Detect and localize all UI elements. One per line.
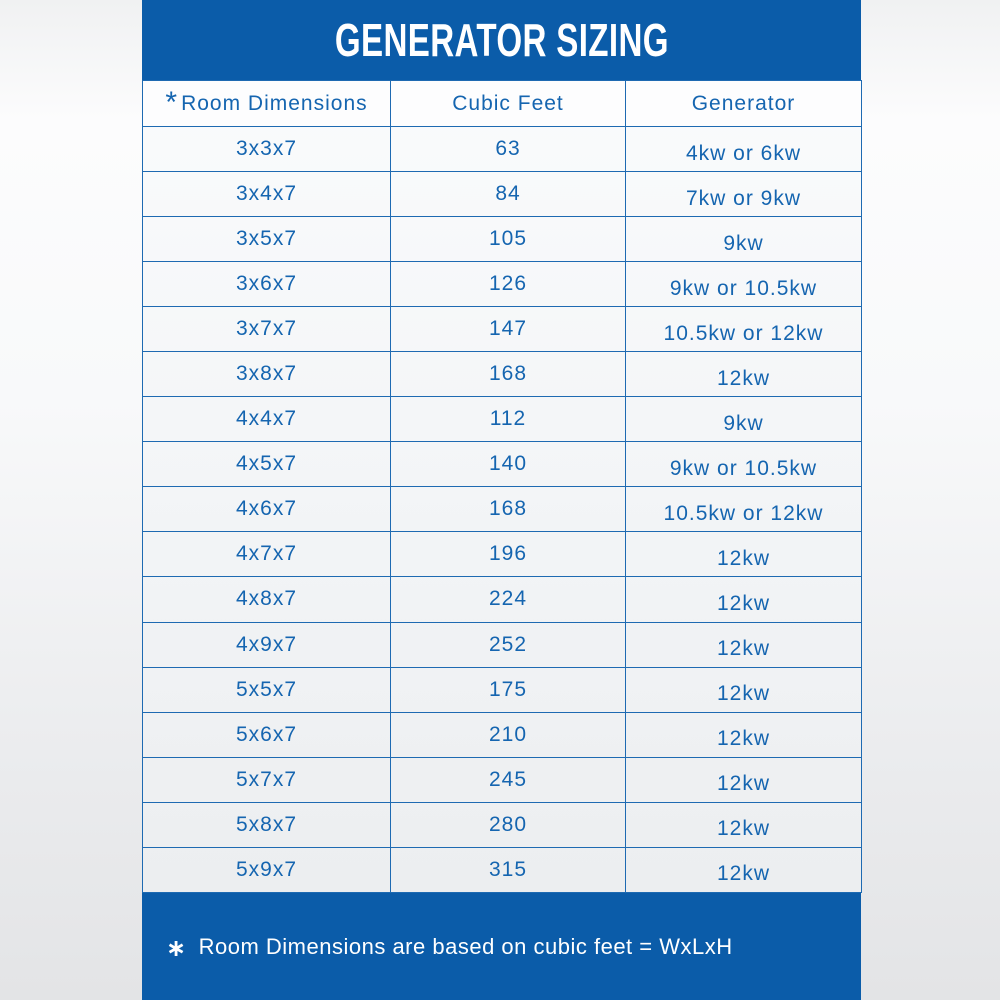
cell-room-dimensions: 4x4x7	[143, 397, 391, 442]
page-title: GENERATOR SIZING	[334, 14, 669, 66]
table-row	[143, 757, 862, 802]
cell-cubic-feet: 147	[391, 307, 626, 352]
cell-generator: 9kw	[626, 397, 862, 442]
table-row	[143, 712, 862, 757]
cell-generator: 12kw	[626, 847, 862, 892]
cell-generator: 12kw	[626, 352, 862, 397]
table-row	[143, 172, 862, 217]
cell-generator: 12kw	[626, 667, 862, 712]
table-row	[143, 532, 862, 577]
table-row	[143, 262, 862, 307]
cell-generator: 12kw	[626, 712, 862, 757]
footnote-text: Room Dimensions are based on cubic feet = WxLxH	[198, 933, 733, 959]
cell-room-dimensions: 3x3x7	[143, 127, 391, 172]
cell-room-dimensions: 3x4x7	[143, 172, 391, 217]
column-header-room-dimensions-label: Room Dimensions	[181, 91, 368, 115]
table-row	[143, 577, 862, 622]
cell-room-dimensions: 5x6x7	[143, 712, 391, 757]
column-header-room-dimensions	[143, 81, 391, 127]
cell-cubic-feet: 224	[391, 577, 626, 622]
table-row	[143, 802, 862, 847]
cell-generator: 10.5kw or 12kw	[626, 307, 862, 352]
cell-cubic-feet: 126	[391, 262, 626, 307]
cell-cubic-feet: 140	[391, 442, 626, 487]
cell-cubic-feet: 175	[391, 667, 626, 712]
cell-room-dimensions: 3x6x7	[143, 262, 391, 307]
cell-generator: 12kw	[626, 577, 862, 622]
asterisk-marker-icon: *	[165, 85, 179, 119]
cell-room-dimensions: 4x7x7	[143, 532, 391, 577]
cell-cubic-feet: 252	[391, 622, 626, 667]
cell-cubic-feet: 168	[391, 487, 626, 532]
table-row	[143, 352, 862, 397]
cell-room-dimensions: 5x9x7	[143, 847, 391, 892]
table-row	[143, 667, 862, 712]
cell-generator: 9kw or 10.5kw	[626, 262, 862, 307]
cell-cubic-feet: 210	[391, 712, 626, 757]
table-row	[143, 127, 862, 172]
cell-generator: 9kw or 10.5kw	[626, 442, 862, 487]
table-row	[143, 307, 862, 352]
cell-room-dimensions: 3x5x7	[143, 217, 391, 262]
table-row	[143, 217, 862, 262]
cell-cubic-feet: 168	[391, 352, 626, 397]
generator-sizing-panel	[142, 0, 861, 1000]
cell-cubic-feet: 245	[391, 757, 626, 802]
cell-cubic-feet: 112	[391, 397, 626, 442]
table-row	[143, 397, 862, 442]
cell-room-dimensions: 4x5x7	[143, 442, 391, 487]
table-row	[143, 622, 862, 667]
column-header-generator: Generator	[626, 81, 862, 127]
cell-generator: 4kw or 6kw	[626, 127, 862, 172]
cell-generator: 7kw or 9kw	[626, 172, 862, 217]
title-band	[142, 0, 861, 80]
cell-room-dimensions: 4x6x7	[143, 487, 391, 532]
column-header-cubic-feet: Cubic Feet	[391, 81, 626, 127]
cell-room-dimensions: 5x8x7	[143, 802, 391, 847]
footnote	[142, 893, 861, 1000]
cell-room-dimensions: 5x7x7	[143, 757, 391, 802]
cell-cubic-feet: 105	[391, 217, 626, 262]
table-row	[143, 847, 862, 892]
table-body	[143, 127, 862, 893]
sizing-table	[142, 80, 862, 893]
cell-cubic-feet: 315	[391, 847, 626, 892]
cell-room-dimensions: 3x8x7	[143, 352, 391, 397]
cell-cubic-feet: 196	[391, 532, 626, 577]
cell-cubic-feet: 63	[391, 127, 626, 172]
cell-room-dimensions: 3x7x7	[143, 307, 391, 352]
cell-generator: 12kw	[626, 532, 862, 577]
cell-generator: 12kw	[626, 802, 862, 847]
cell-generator: 12kw	[626, 622, 862, 667]
cell-generator: 10.5kw or 12kw	[626, 487, 862, 532]
table-header-row	[143, 81, 862, 127]
cell-room-dimensions: 4x9x7	[143, 622, 391, 667]
footnote-asterisk-icon: ∗	[166, 933, 187, 962]
table-row	[143, 487, 862, 532]
cell-cubic-feet: 84	[391, 172, 626, 217]
cell-room-dimensions: 5x5x7	[143, 667, 391, 712]
cell-cubic-feet: 280	[391, 802, 626, 847]
cell-generator: 9kw	[626, 217, 862, 262]
cell-room-dimensions: 4x8x7	[143, 577, 391, 622]
table-row	[143, 442, 862, 487]
cell-generator: 12kw	[626, 757, 862, 802]
